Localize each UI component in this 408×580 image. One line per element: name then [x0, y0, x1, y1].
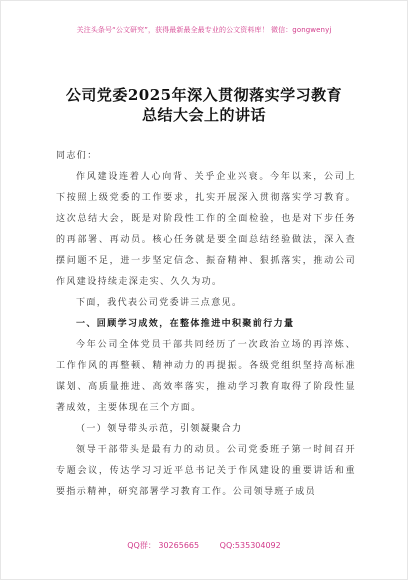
body-paragraph: 作风建设连着人心向背、关乎企业兴衰。今年以来，公司上下按照上级党委的工作要求，扎实开展深入贯彻落实学习教育。这次总结大会，既是对阶段性工作的全面检验，也是对下步任务的再部署、再动员。核心任务就是要全面总结经验做法，深入查摆问题不足，进一步坚定信念、振奋精神、狠抓落实，推动公司作风建设持续走深走实、久久为功。 — [56, 172, 356, 287]
section-heading: 一、回顾学习成效，在整体推进中积聚前行力量 — [76, 319, 295, 329]
salutation: 同志们： — [56, 151, 98, 161]
footer-qq-group: QQ群： 30265665 — [127, 541, 200, 550]
body-paragraph: 领导干部带头是最有力的动员。公司党委班子第一时间召开专题会议，传达学习习近平总书记关于作风建设的重要讲话和重要指示精神，研究部署学习教育工作。公司领导班子成员 — [56, 445, 356, 497]
title-line-1: 公司党委2025年深入贯彻落实学习教育 — [65, 86, 343, 104]
footer-qq: QQ:535304092 — [219, 541, 281, 550]
subsection-heading: （一）领导带头示范，引领凝聚合力 — [76, 424, 243, 434]
document-title — [41, 85, 367, 125]
document-body — [56, 146, 356, 503]
header-notice: 关注头条号“公文研究”，获得最新最全最专业的公文资料库！ 微信：gongwenyj — [76, 26, 332, 34]
body-paragraph: 今年公司全体党员干部共同经历了一次政治立场的再淬炼、工作作风的再整顿、精神动力的再提振。各级党组织坚持高标准谋划、高质量推进、高效率落实，推动学习教育取得了阶段性显著成效，主要体现在三个方面。 — [56, 340, 356, 413]
body-paragraph: 下面，我代表公司党委讲三点意见。 — [76, 298, 243, 308]
footer-contact — [1, 541, 407, 551]
title-line-2: 总结大会上的讲话 — [141, 106, 266, 124]
